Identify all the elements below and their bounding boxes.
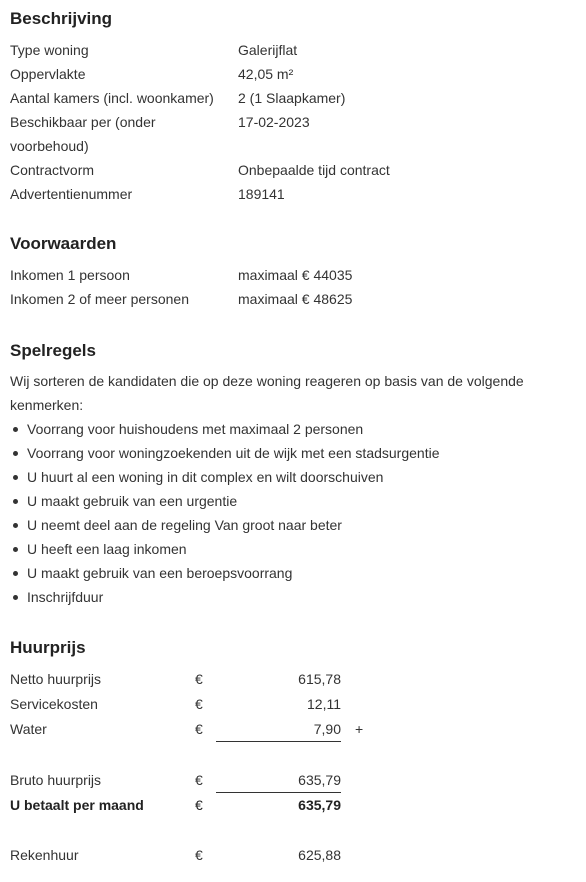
kv-value: 17-02-2023	[238, 114, 310, 130]
price-row-rekenhuur	[10, 843, 410, 868]
spelregels-intro: Wij sorteren de kandidaten die op deze woning reageren op basis van de volgende kenmerken:	[10, 373, 524, 413]
price-label: U betaalt per maand	[10, 797, 144, 813]
currency-symbol: €	[195, 847, 203, 863]
kv-label: Aantal kamers (incl. woonkamer)	[10, 90, 214, 106]
kv-value: maximaal € 48625	[238, 291, 353, 307]
voorwaarden-table	[10, 263, 570, 311]
spacer	[10, 742, 410, 768]
price-label: Servicekosten	[10, 696, 98, 712]
list-item: U maakt gebruik van een urgentie	[10, 489, 570, 513]
kv-value: 189141	[238, 186, 285, 202]
kv-value: Galerijflat	[238, 42, 298, 58]
kv-label	[10, 110, 238, 158]
kv-value: Onbepaalde tijd contract	[238, 162, 390, 178]
plus-sign: +	[355, 721, 364, 737]
section-title-beschrijving: Beschrijving	[10, 9, 113, 28]
kv-row	[10, 287, 570, 311]
list-item: U heeft een laag inkomen	[10, 537, 570, 561]
kv-value: 2 (1 Slaapkamer)	[238, 90, 346, 106]
kv-row	[10, 38, 570, 62]
kv-value: maximaal € 44035	[238, 267, 353, 283]
price-amount: 615,78	[298, 671, 341, 687]
price-row-total	[10, 793, 410, 818]
price-label: Rekenhuur	[10, 847, 79, 863]
currency-symbol: €	[195, 696, 203, 712]
list-item: U huurt al een woning in dit complex en wilt doorschuiven	[10, 465, 570, 489]
currency-symbol: €	[195, 772, 203, 788]
price-label: Water	[10, 721, 47, 737]
section-title-spelregels: Spelregels	[10, 341, 96, 360]
price-label: Bruto huurprijs	[10, 772, 102, 788]
kv-label-line: voorbehoud)	[10, 138, 89, 154]
price-row-netto	[10, 667, 410, 692]
list-item: Voorrang voor woningzoekenden uit de wijk met een stadsurgentie	[10, 441, 570, 465]
list-item: U maakt gebruik van een beroepsvoorrang	[10, 561, 570, 585]
price-amount: 12,11	[307, 696, 341, 712]
kv-row	[10, 86, 570, 110]
currency-symbol: €	[195, 797, 203, 813]
kv-row	[10, 158, 570, 182]
list-item: Voorrang voor huishoudens met maximaal 2 personen	[10, 417, 570, 441]
kv-label: Advertentienummer	[10, 186, 133, 202]
beschrijving-table	[10, 38, 570, 206]
price-row-water	[10, 717, 410, 742]
section-title-voorwaarden: Voorwaarden	[10, 234, 117, 253]
price-amount: 7,90	[216, 717, 341, 742]
kv-row	[10, 182, 570, 206]
list-item: U neemt deel aan de regeling Van groot naar beter	[10, 513, 570, 537]
price-row-bruto	[10, 768, 410, 793]
spacer	[10, 818, 410, 843]
price-row-service	[10, 692, 410, 717]
price-amount: 635,79	[216, 768, 341, 793]
price-amount: 635,79	[298, 797, 341, 813]
kv-row	[10, 110, 570, 158]
kv-label: Oppervlakte	[10, 66, 86, 82]
price-amount: 625,88	[298, 847, 341, 863]
kv-value: 42,05 m²	[238, 66, 294, 82]
kv-label: Contractvorm	[10, 162, 95, 178]
kv-row	[10, 62, 570, 86]
kv-label: Type woning	[10, 42, 89, 58]
spelregels-list	[10, 417, 570, 609]
kv-label-line: Beschikbaar per (onder	[10, 114, 156, 130]
huurprijs-table	[10, 667, 410, 868]
kv-label: Inkomen 1 persoon	[10, 267, 130, 283]
currency-symbol: €	[195, 671, 203, 687]
section-title-huurprijs: Huurprijs	[10, 638, 86, 657]
list-item: Inschrijfduur	[10, 585, 570, 609]
kv-label: Inkomen 2 of meer personen	[10, 291, 189, 307]
price-label: Netto huurprijs	[10, 671, 102, 687]
currency-symbol: €	[195, 721, 203, 737]
kv-row	[10, 263, 570, 287]
